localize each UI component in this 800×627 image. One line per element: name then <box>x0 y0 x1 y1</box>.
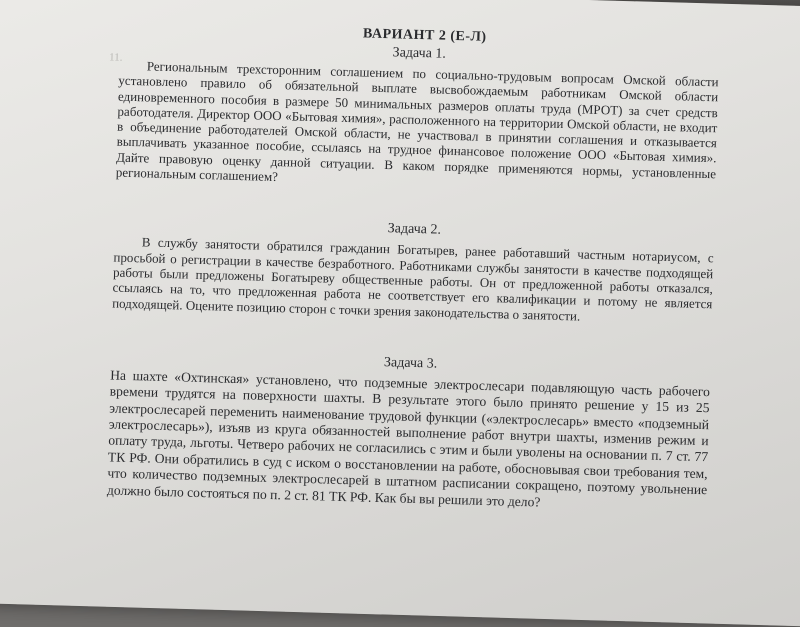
task-text: В службу занятости обратился гражданин Богатырев, ранее работавший частным нотариусом, с просьбой о регистрации в качестве безработного. Работниками службы занятости в качестве подходящей работы были предложены Богатыреву общественные работы. Он от предложенной работы отказался, ссылаясь на то, что предложенная работа не соответствует его квалификации и потому не является подходящей. Оцените позицию сторон с точки зрения законодательства о занятости. <box>112 234 714 324</box>
margin-mark: 11. <box>108 51 123 64</box>
task-title: Задача 2. <box>387 221 442 239</box>
task-text: Региональным трехсторонним соглашением по социально-трудовым вопросам Омской области установлено правило об обязательной выплате высвобождаемым работникам Омской области единовременного пособия в размере 50 минимальных размеров оплаты труда (МРОТ) за счет средств работодателя. Директор ООО «Бытовая химия», расположенного на территории Омской области, не входит в объединение работодателей Омской области, не участвовал в принятии соглашения и отказывается выплачивать указанное пособие, ссылаясь на трудное финансовое положение ООО «Бытовая химия». Дайте правовую оценку данной ситуации. В каком порядке применяются нормы, установленные региональным соглашением? <box>115 58 719 185</box>
task-block-2 <box>112 214 714 327</box>
variant-header: ВАРИАНТ 2 (Е-Л) <box>362 26 487 45</box>
task-title: Задача 3. <box>383 354 438 372</box>
document-content <box>107 20 720 516</box>
task-block-3 <box>107 347 711 515</box>
task-title: Задача 1. <box>392 45 447 62</box>
task-block-1 <box>116 38 720 197</box>
task-text: На шахте «Охтинская» установлено, что подземные электрослесари подавляющую часть рабочего времени трудятся на поверхности шахты. В результате этого было принято решение у 15 из 25 электрослесарей переменить наименование трудовой функции («электрослесарь» вместо «подземный электрослесарь»), изъяв из круга обязанностей выполнение работ внутри шахты, изменив режим и оплату труда, льготы. Четверо рабочих не согласились с этим и были уволены на основании п. 7 ст. 77 ТК РФ. Они обратились в суд с иском о восстановлении на работе, обосновывая свои требования тем, что количество подземных электрослесарей в штатном расписании сокращено, поэтому увольнение должно было состояться по п. 2 ст. 81 ТК РФ. Как бы вы решили это дело? <box>106 367 711 510</box>
